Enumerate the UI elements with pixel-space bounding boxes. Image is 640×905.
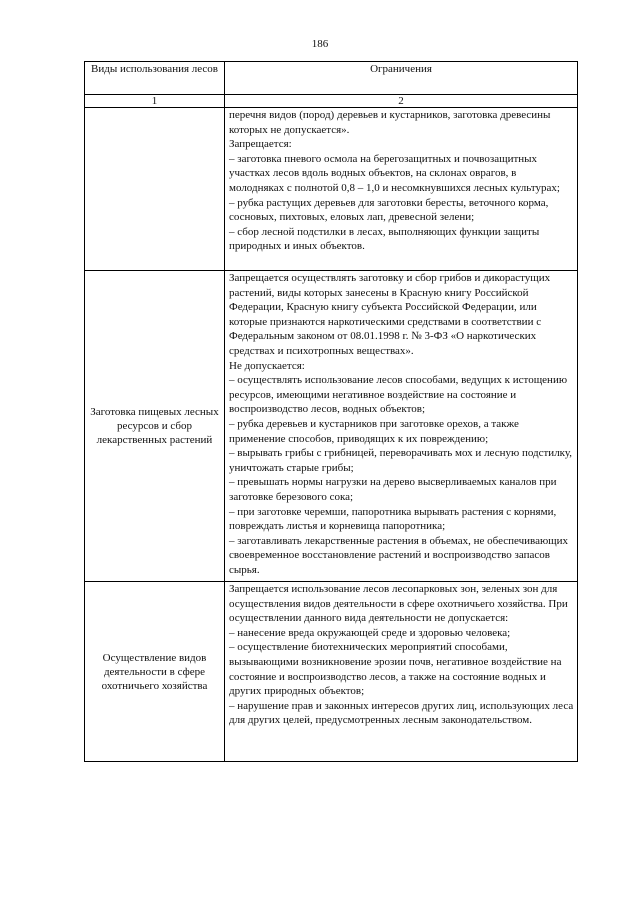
restrictions-table xyxy=(84,61,578,762)
restriction-line: Запрещается осуществлять заготовку и сбор грибов и дикорастущих растений, виды которых занесены в Красную книгу Российской Федерации, Красную книгу субъекта Российской Федерации, или которые признаются наркотическими средствами в соответствии с Федеральным законом от 08.01.1998 г. № 3-ФЗ «О наркотических средствах и психотропных веществах». xyxy=(229,272,551,357)
restriction-line: – нанесение вреда окружающей среде и здоровью человека; xyxy=(229,626,511,639)
restriction-line: – осуществлять использование лесов способами, ведущих к истощению ресурсов, имеющими негативное воздействие на состояние и воспроизводство лесов, водных объектов; xyxy=(229,374,568,416)
column-number-1: 1 xyxy=(85,95,225,108)
table-row xyxy=(85,582,578,762)
restriction-line: – нарушение прав и законных интересов других лиц, использующих леса для других целей, предусмотренных лесным законодательством. xyxy=(229,699,574,727)
header-restrictions: Ограничения xyxy=(225,62,578,95)
column-number-2: 2 xyxy=(225,95,578,108)
forest-use-type-cell: Заготовка пищевых лесных ресурсов и сбор лекарственных растений xyxy=(85,271,225,582)
column-number-row xyxy=(85,95,578,108)
restriction-line: – рубка деревьев и кустарников при заготовке орехов, а также применение способов, приводящих к их повреждению; xyxy=(229,417,519,445)
forest-use-type-cell xyxy=(85,108,225,271)
restriction-line: – сбор лесной подстилки в лесах, выполняющих функции защиты природных и иных объектов. xyxy=(229,225,540,253)
page-number: 186 xyxy=(311,38,329,50)
restriction-line: – превышать нормы нагрузки на дерево высверливаемых каналов при заготовке березового сока; xyxy=(229,476,557,503)
restrictions-cell xyxy=(225,271,578,582)
header-forest-use-types: Виды использования лесов xyxy=(85,62,225,95)
restrictions-cell xyxy=(225,108,578,271)
table-row xyxy=(85,108,578,271)
restriction-line: – заготавливать лекарственные растения в объемах, не обеспечивающих своевременное восстановление растений и воспроизводство запасов сырья. xyxy=(229,534,569,576)
restriction-line: перечня видов (пород) деревьев и кустарников, заготовка древесины которых не допускается». xyxy=(229,109,551,136)
restriction-line: – осуществление биотехнических мероприятий способами, вызывающими возникновение эрозии почв, негативное воздействие на состояние и воспроизводство лесов, а также на состояние водных и других природных объектов; xyxy=(229,641,562,698)
restriction-line: Запрещается: xyxy=(229,138,292,151)
table-row xyxy=(85,271,578,582)
restriction-line: Запрещается использование лесов лесопарковых зон, зеленых зон для осуществления видов деятельности в сфере охотничьего хозяйства. При осуществлении данного вида деятельности не допускается: xyxy=(229,583,568,625)
restriction-line: – рубка растущих деревьев для заготовки бересты, веточного корма, сосновых, пихтовых, еловых лап, древесной зелени; xyxy=(229,196,549,224)
restriction-line: – заготовка пневого осмола на берегозащитных и почвозащитных участках лесов вдоль водных объектов, на склонах оврагов, в молодняках с полнотой 0,8 – 1,0 и несомкнувшихся лесных культурах; xyxy=(229,152,560,194)
restriction-line: – вырывать грибы с грибницей, переворачивать мох и лесную подстилку, уничтожать старые грибы; xyxy=(229,447,573,474)
restriction-line: Не допускается: xyxy=(229,359,305,372)
header-row xyxy=(85,62,578,95)
restriction-line: – при заготовке черемши, папоротника вырывать растения с корнями, повреждать листья и корневища папоротника; xyxy=(229,505,557,533)
restrictions-cell xyxy=(225,582,578,762)
forest-use-type-cell: Осуществление видов деятельности в сфере охотничьего хозяйства xyxy=(85,582,225,762)
